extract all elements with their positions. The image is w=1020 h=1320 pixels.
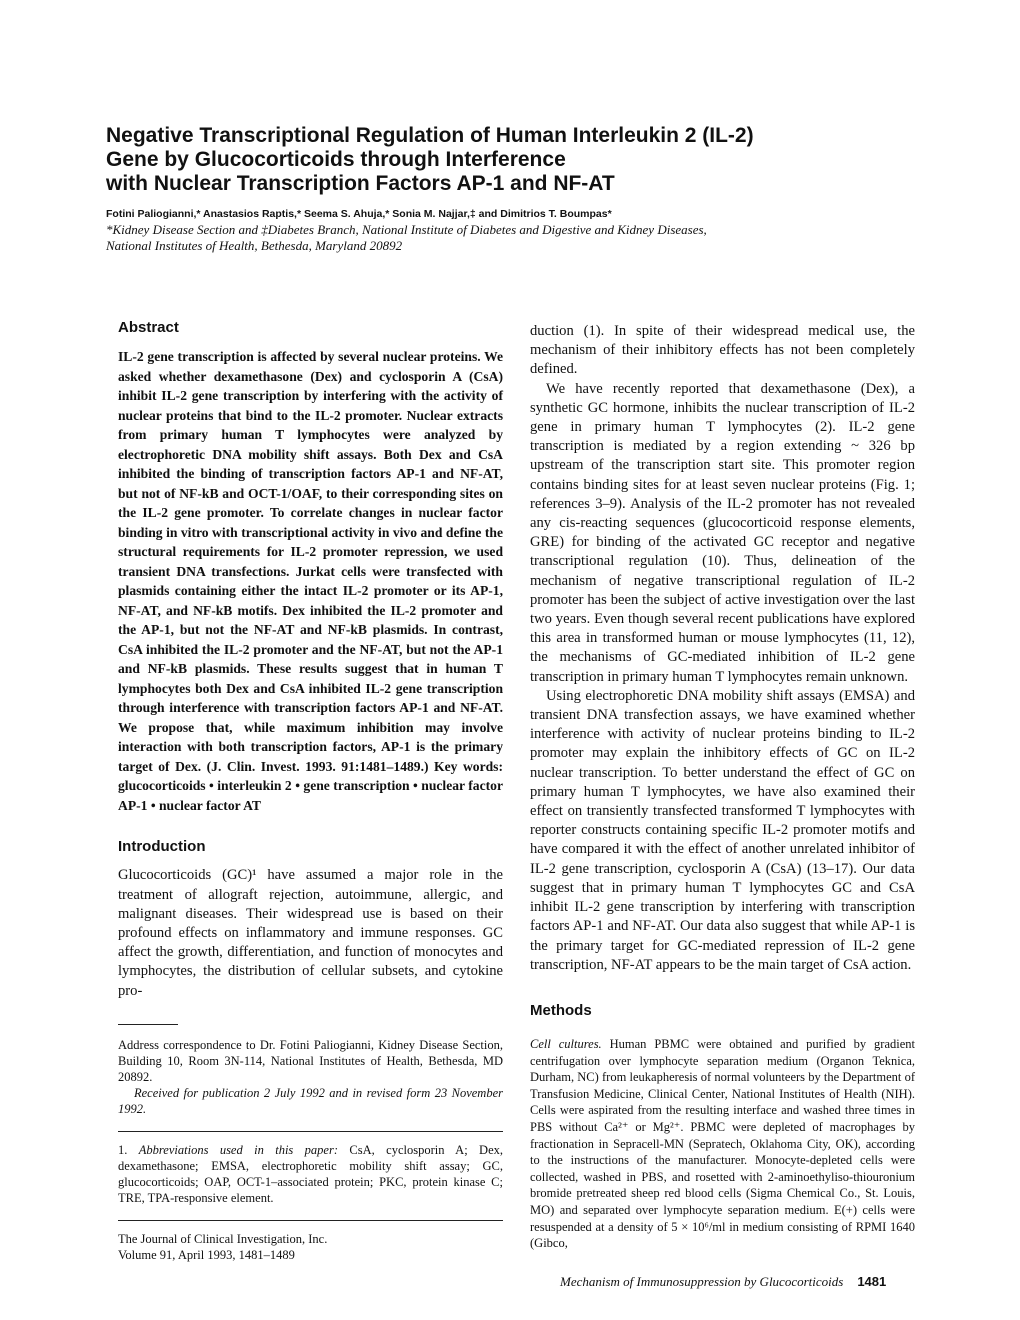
abbreviations-note <box>118 1142 503 1206</box>
author-list: Fotini Paliogianni,* Anastasios Raptis,* Seema S. Ahuja,* Sonia M. Najjar,‡ and Dimitrios T. Boumpas* <box>106 208 612 220</box>
intro-paragraph-1-end: duction (1). In spite of their widespread medical use, the mechanism of their inhibitory effects has not been completely defined. <box>530 323 915 378</box>
methods-paragraph <box>530 1036 915 1252</box>
abbrev-text: CsA, cyclosporin A; Dex, dexamethasone; EMSA, electrophoretic mobility shift assay; GC, glucocorticoids; OAP, OCT-1–associated protein; PKC, protein kinase C; TRE, TPA-responsive element. <box>118 1143 504 1205</box>
journal-volume: Volume 91, April 1993, 1481–1489 <box>118 1248 295 1262</box>
left-column <box>118 318 503 1001</box>
methods-heading: Methods <box>530 1001 592 1019</box>
right-column <box>530 322 915 1252</box>
journal-name: The Journal of Clinical Investigation, Inc. <box>118 1232 328 1246</box>
footnotes <box>118 1024 503 1263</box>
journal-divider <box>118 1220 503 1221</box>
abstract-heading: Abstract <box>118 319 179 336</box>
title-line-3: with Nuclear Transcription Factors AP-1 and NF-AT <box>106 172 615 195</box>
affiliation-line-1: *Kidney Disease Section and ‡Diabetes Branch, National Institute of Diabetes and Digestive and Kidney Diseases, <box>106 222 707 237</box>
footnote-divider <box>118 1131 503 1132</box>
correspondence-note: Address correspondence to Dr. Fotini Paliogianni, Kidney Disease Section, Building 10, Room 3N-114, National Institutes of Health, Bethesda, MD 20892. <box>118 1038 503 1084</box>
page-number: 1481 <box>857 1274 887 1289</box>
article-title <box>106 124 926 196</box>
methods-lead: Cell cultures. <box>530 1037 602 1052</box>
methods-text: Human PBMC were obtained and purified by gradient centrifugation over lymphocyte separation medium (Organon Teknica, Durham, NC) from leukapheresis of normal volunteers by the Department of Transfusion Medicine, Clinical Center, National Institutes of Health (NIH). Cells were aspirated from the resulting interface and washed three times in PBS without Ca²⁺ or Mg²⁺. PBMC were depleted of macrophages by fractionation in Sepracell-MN (Sepratech, Oklahoma City, OK), according to the instructions of the manufacturer. Monocyte-depleted cells were collected, washed in PBS, and rosetted with 2-aminoethyliso-thiouronium bromide pretreated sheep red blood cells (Sigma Chemical Co., St. Louis, MO) and separated over lymphocyte separation medium. E(+) cells were resuspended at a density of 5 × 10⁶/ml in medium consisting of RPMI 1640 (Gibco, <box>530 1037 915 1251</box>
intro-paragraph-3: Using electrophoretic DNA mobility shift assays (EMSA) and transient DNA transfection assays, we have examined whether interference with activity of nuclear proteins binding to IL-2 promoter may explain the inhibitory effects of GC on IL-2 nuclear transcription. To better understand the effect of GC on primary human T lymphocytes, we have also examined their effect on transiently transfected transformed T lymphocytes with reporter constructs containing specific IL-2 promoter motifs and have compared it with the effect of another unrelated inhibitor of IL-2 gene transcription, cyclosporin A (CsA) (13–17). Our data suggest that in primary human T lymphocytes GC and CsA inhibit IL-2 gene transcription by interfering with transcription factors AP-1 and NF-AT. Our data also suggest that while AP-1 is the primary target for GC-mediated repression of IL-2 gene transcription, NF-AT appears to be the main target of CsA action. <box>530 687 915 973</box>
abbrev-number: 1. <box>118 1143 139 1157</box>
intro-paragraph-1-start: Glucocorticoids (GC)¹ have assumed a major role in the treatment of allograft rejection, autoimmune, allergic, and malignant diseases. Their widespread use is based on their profound effects on inflammatory and immune responses. GC affect the growth, differentiation, and function of monocytes and lymphocytes, the distribution of cellular subsets, and cytokine pro- <box>118 867 503 999</box>
abbrev-label: Abbreviations used in this paper: <box>138 1143 339 1157</box>
received-note <box>118 1085 503 1117</box>
running-footer <box>560 1274 920 1290</box>
introduction-heading: Introduction <box>118 838 206 856</box>
abstract-text: IL-2 gene transcription is affected by several nuclear proteins. We asked whether dexamethasone (Dex) and cyclosporin A (CsA) inhibit IL-2 gene transcription by interfering with the activity of nuclear proteins that bind to the IL-2 promoter. Nuclear extracts from primary human T lymphocytes were analyzed by electrophoretic DNA mobility shift assays. Both Dex and CsA inhibited the binding of transcription factors AP-1 and NF-AT, but not of NF-kB and OCT-1/OAF, to their corresponding sites on the IL-2 gene promoter. To correlate changes in nuclear factor binding in vitro with transcriptional activity in vivo and define the structural requirements for IL-2 promoter repression, we used transient DNA transfections. Jurkat cells were transfected with plasmids containing either the intact IL-2 promoter or its AP-1, NF-AT, and NF-kB motifs. Dex inhibited the IL-2 promoter and the AP-1, but not the NF-AT and NF-kB plasmids. In contrast, CsA inhibited the IL-2 promoter and the NF-AT, but not the AP-1 and NF-kB plasmids. These results suggest that in human T lymphocytes both Dex and CsA inhibited IL-2 gene transcription through interference with transcription factors AP-1 and NF-AT. We propose that, while maximum inhibition may involve interaction with both transcription factors, AP-1 is the primary target of Dex. (J. Clin. Invest. 1993. 91:1481–1489.) Key words: glucocorticoids • interleukin 2 • gene transcription • nuclear factor AP-1 • nuclear factor AT <box>118 349 503 813</box>
running-title: Mechanism of Immunosuppression by Glucocorticoids <box>560 1274 844 1289</box>
intro-paragraph-2: We have recently reported that dexamethasone (Dex), a synthetic GC hormone, inhibits the nuclear transcription of IL-2 gene in primary human T lymphocytes (2). IL-2 gene transcription is mediated by a region extending ~ 326 bp upstream of the transcription start site. This promoter region contains binding sites for at least seven nuclear proteins (Fig. 1; references 3–9). Analysis of the IL-2 promoter has not revealed any cis-reacting sequences (glucocorticoid response elements, GRE) for binding of the activated GC receptor and negative transcriptional regulation (10). Thus, delineation of the mechanism of negative transcriptional regulation of IL-2 promoter has been the subject of active investigation over the last two years. Even though several recent publications have explored this area in transformed human or mouse lymphocytes (11, 12), the mechanisms of GC-mediated inhibition of IL-2 gene transcription in primary human T lymphocytes remain unknown. <box>530 380 915 685</box>
affiliation-line-2: National Institutes of Health, Bethesda, Maryland 20892 <box>106 238 403 253</box>
title-line-1: Negative Transcriptional Regulation of Human Interleukin 2 (IL-2) <box>106 124 754 147</box>
footnote-rule <box>118 1024 178 1025</box>
title-line-2: Gene by Glucocorticoids through Interference <box>106 148 566 171</box>
affiliation <box>106 222 926 254</box>
received-text: Received for publication 2 July 1992 and in revised form 23 November 1992. <box>118 1086 503 1116</box>
article-header <box>106 124 926 254</box>
